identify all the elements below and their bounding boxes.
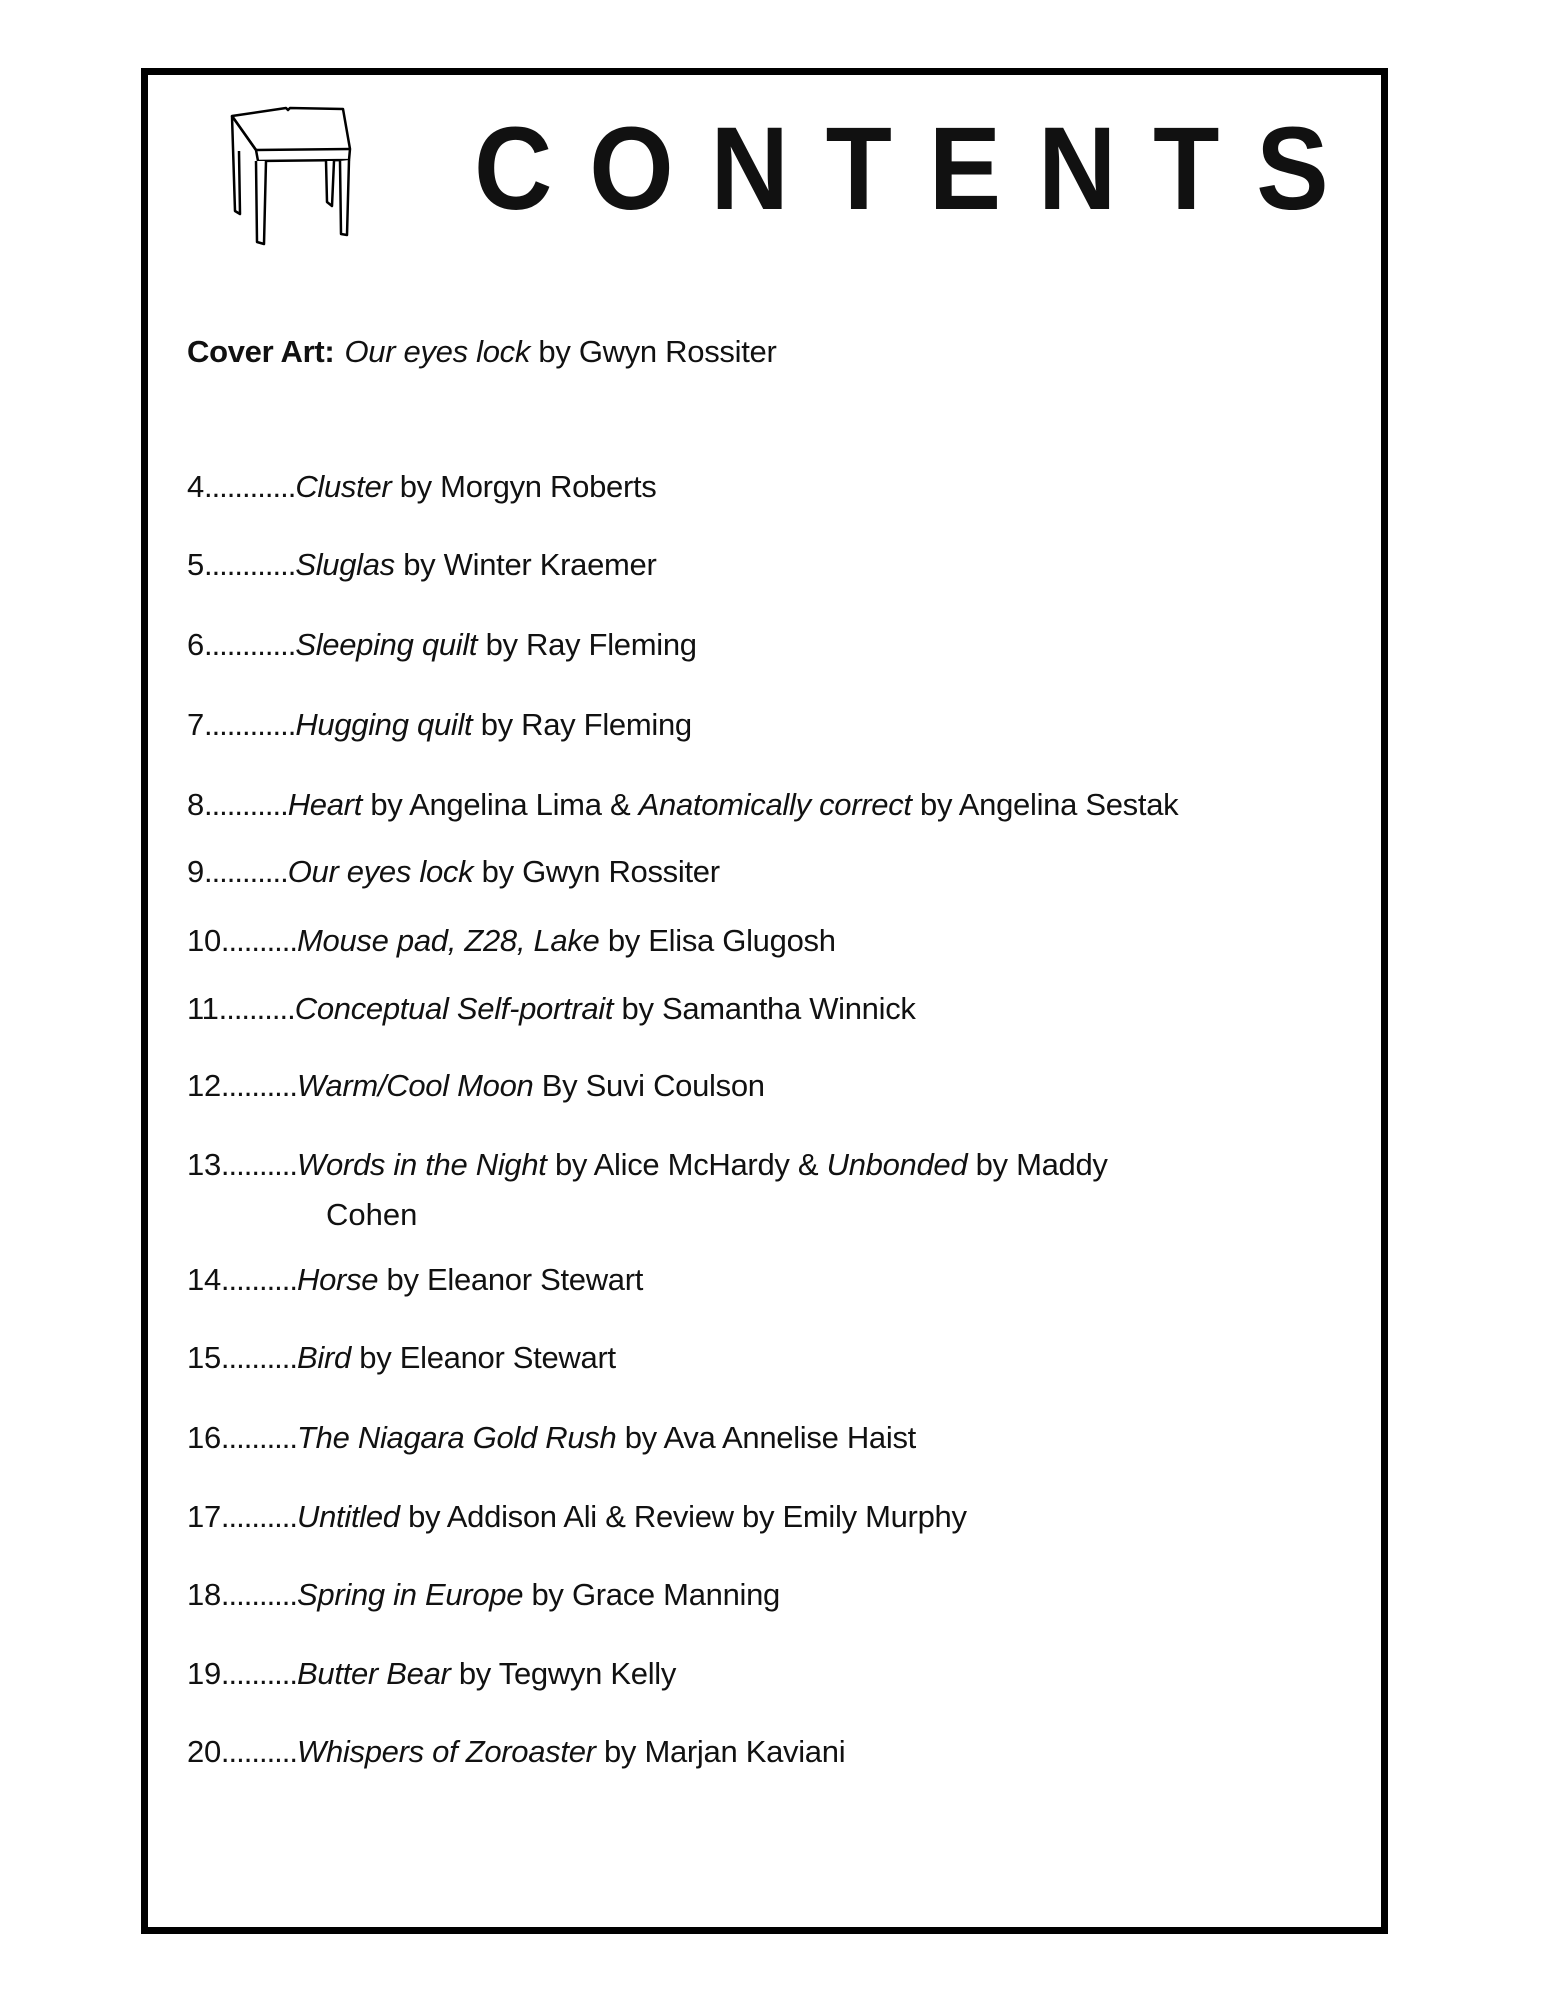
dot-leader: .......... [220, 1340, 298, 1375]
byline: by Ava Annelise Haist [616, 1420, 916, 1455]
byline: by Eleanor Stewart [350, 1340, 616, 1375]
byline: by Samantha Winnick [613, 991, 916, 1026]
work-title: Bird [297, 1340, 351, 1375]
dot-leader: ............ [203, 627, 296, 662]
work-title: Whispers of Zoroaster [297, 1734, 596, 1769]
byline: by Addison Ali & Review by Emily Murphy [399, 1499, 967, 1534]
work-title: Butter Bear [297, 1656, 451, 1691]
byline: by Morgyn Roberts [391, 469, 657, 504]
dot-leader: .......... [220, 1734, 298, 1769]
byline: by Winter Kraemer [394, 547, 657, 582]
cover-art-title: Our eyes lock [344, 334, 531, 369]
byline: By Suvi Coulson [533, 1068, 765, 1103]
work-title: Spring in Europe [297, 1577, 524, 1612]
page-number: 19 [187, 1656, 221, 1691]
work-title: The Niagara Gold Rush [297, 1420, 617, 1455]
work-title: Warm/Cool Moon [297, 1068, 534, 1103]
contents-entry [187, 1256, 643, 1304]
dot-leader: .......... [220, 1577, 298, 1612]
work-title: Sluglas [295, 547, 395, 582]
work-title: Conceptual Self-portrait [294, 991, 614, 1026]
byline: by Elisa Glugosh [599, 923, 836, 958]
contents-entry [187, 621, 697, 669]
work-title: Anatomically correct [638, 787, 912, 822]
work-title: Unbonded [826, 1147, 968, 1182]
work-title: Hugging quilt [295, 707, 473, 742]
dot-leader: .......... [220, 1420, 298, 1455]
contents-entry [187, 781, 1178, 829]
page-number: 4 [187, 469, 204, 504]
contents-entry [187, 848, 720, 896]
page-number: 11 [187, 991, 219, 1026]
page-number: 7 [187, 707, 204, 742]
dot-leader: .......... [220, 1147, 298, 1182]
byline: by Marjan Kaviani [595, 1734, 846, 1769]
page-number: 18 [187, 1577, 221, 1612]
contents-entry [187, 1141, 1108, 1189]
page-number: 20 [187, 1734, 221, 1769]
contents-entry [187, 917, 836, 965]
work-title: Sleeping quilt [295, 627, 478, 662]
dot-leader: ............ [203, 469, 296, 504]
contents-entry [187, 1728, 845, 1776]
byline: by Grace Manning [523, 1577, 780, 1612]
page-number: 12 [187, 1068, 221, 1103]
page-number: 10 [187, 923, 221, 958]
page-number: 14 [187, 1262, 221, 1297]
contents-entry [187, 1493, 967, 1541]
dot-leader: ........... [203, 854, 288, 889]
dot-leader: .......... [220, 1656, 298, 1691]
contents-entry [187, 1334, 616, 1382]
byline: by Angelina Lima & [362, 787, 639, 822]
work-title: Mouse pad, Z28, Lake [297, 923, 600, 958]
work-title: Heart [287, 787, 363, 822]
contents-entry [187, 1650, 676, 1698]
contents-entry [187, 1414, 916, 1462]
byline: by Tegwyn Kelly [450, 1656, 677, 1691]
byline: by Alice McHardy & [546, 1147, 827, 1182]
page-number: 16 [187, 1420, 221, 1455]
work-title: Horse [297, 1262, 379, 1297]
cover-art-byline: by Gwyn Rossiter [530, 334, 777, 369]
page-number: 8 [187, 787, 204, 822]
cover-art-label: Cover Art: [187, 334, 335, 369]
dot-leader: .......... [220, 923, 298, 958]
work-title: Our eyes lock [287, 854, 474, 889]
page-number: 9 [187, 854, 204, 889]
contents-entry [187, 701, 692, 749]
work-title: Cluster [295, 469, 392, 504]
page-number: 15 [187, 1340, 221, 1375]
work-title: Untitled [297, 1499, 400, 1534]
page-number: 17 [187, 1499, 221, 1534]
byline: by Gwyn Rossiter [473, 854, 720, 889]
contents-entry [187, 1062, 765, 1110]
dot-leader: .......... [220, 1262, 298, 1297]
contents-entry [187, 463, 657, 511]
dot-leader: .......... [218, 991, 295, 1026]
entry-continuation: Cohen [326, 1197, 418, 1232]
dot-leader: ........... [203, 787, 288, 822]
byline: by Ray Fleming [477, 627, 697, 662]
byline: by Maddy [967, 1147, 1108, 1182]
table-icon [228, 106, 438, 246]
contents-entry [187, 1571, 780, 1619]
work-title: Words in the Night [297, 1147, 547, 1182]
byline: by Ray Fleming [472, 707, 692, 742]
byline: by Eleanor Stewart [378, 1262, 644, 1297]
cover-art-line [187, 328, 776, 376]
dot-leader: .......... [220, 1499, 298, 1534]
byline: by Angelina Sestak [911, 787, 1179, 822]
dot-leader: ............ [203, 707, 296, 742]
page-number: 13 [187, 1147, 221, 1182]
page-number: 5 [187, 547, 204, 582]
contents-entry [187, 985, 916, 1033]
dot-leader: ............ [203, 547, 296, 582]
page-title: CONTENTS [474, 103, 1366, 235]
dot-leader: .......... [220, 1068, 298, 1103]
contents-entry [187, 541, 657, 589]
page-number: 6 [187, 627, 204, 662]
